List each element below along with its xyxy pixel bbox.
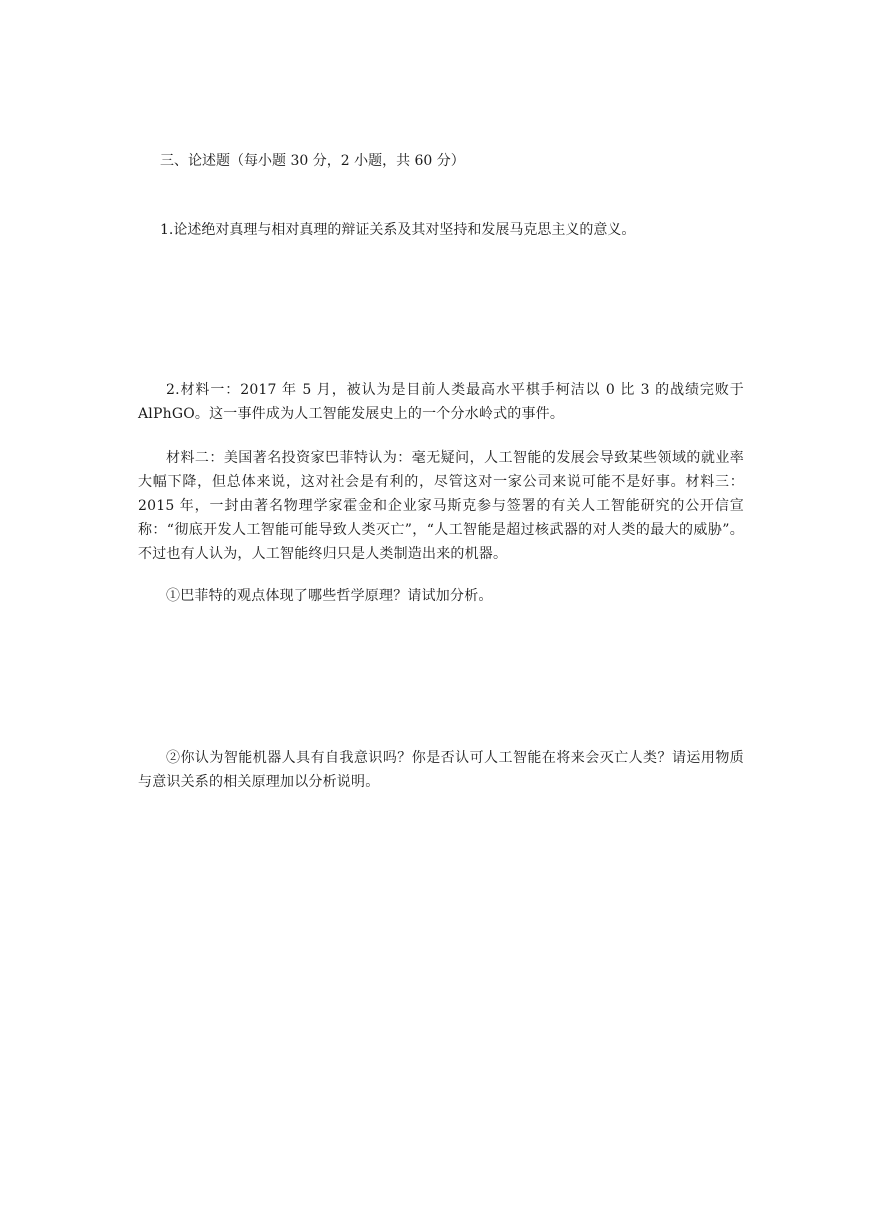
question-2-material-1: 2.材料一：2017 年 5 月，被认为是目前人类最高水平棋手柯洁以 0 比 3 的战绩完败于 AlPhGO。这一事件成为人工智能发展史上的一个分水岭式的事件。: [138, 382, 744, 422]
question-2-sub-2: ②你认为智能机器人具有自我意识吗？你是否认可人工智能在将来会灭亡人类？请运用物质与意识关系的相关原理加以分析说明。: [138, 750, 744, 790]
section-heading: 三、论述题（每小题 30 分，2 小题，共 60 分）: [160, 153, 465, 169]
question-2-sub-1: ①巴菲特的观点体现了哪些哲学原理？请试加分析。: [166, 588, 493, 604]
question-2-material-2-3: 材料二：美国著名投资家巴菲特认为：毫无疑问，人工智能的发展会导致某些领域的就业率大幅下降，但总体来说，这对社会是有利的，尽管这对一家公司来说可能不是好事。材料三：2015 年，一封由著名物理学家霍金和企业家马斯克参与签署的有关人工智能研究的公开信宣称：“彻底开发人工智能可能导致人类灭亡”，“人工智能是超过核武器的对人类的最大的威胁”。不过也有人认为，人工智能终归只是人类制造出来的机器。: [138, 450, 744, 562]
question-1: 1.论述绝对真理与相对真理的辩证关系及其对坚持和发展马克思主义的意义。: [160, 222, 636, 238]
